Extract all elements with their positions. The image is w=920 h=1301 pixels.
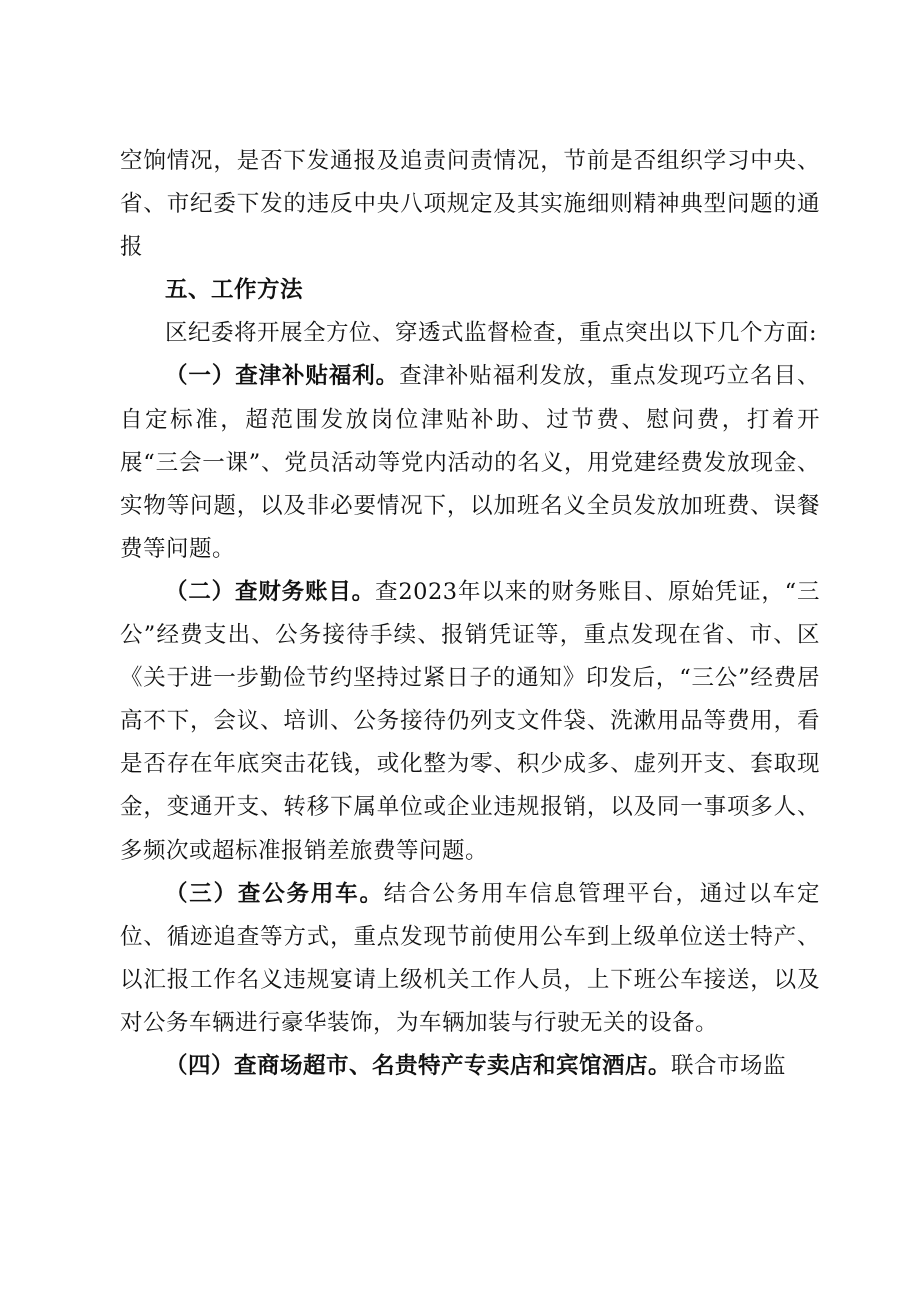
document-body	[120, 140, 820, 1088]
item-lead: （一）查津补贴福利。	[165, 363, 400, 390]
section-heading: 五、工作方法	[165, 277, 304, 304]
item-body: 查2023年以来的财务账目、原始凭证，“三公”经费支出、公务接待手续、报销凭证等，重点发现在省、市、区《关于进一步勤俭节约坚持过紧日子的通知》印发后，“三公”经费居高不下，会议、培训、公务接待仍列支文件袋、洗漱用品等费用，看是否存在年底突击花钱，或化整为零、积少成多、虚列开支、套取现金，变通开支、转移下属单位或企业违规报销，以及同一事项多人、多频次或超标准报销差旅费等问题。	[120, 578, 820, 864]
item-lead: （二）查财务账目。	[165, 578, 376, 605]
item-paragraph-1	[120, 355, 820, 570]
item-body: 结合公务用车信息管理平台，通过以车定位、循迹追查等方式，重点发现节前使用公车到上级单位送士特产、以汇报工作名义违规宴请上级机关工作人员，上下班公车接送，以及对公务车辆进行豪华装饰，为车辆加装与行驶无关的设备。	[120, 880, 820, 1036]
item-paragraph-3	[120, 873, 820, 1045]
intro-paragraph: 区纪委将开展全方位、穿透式监督检查，重点突出以下几个方面:	[165, 320, 818, 347]
item-lead: （三）查公务用车。	[165, 880, 384, 907]
item-body: 联合市场监	[671, 1052, 787, 1079]
item-paragraph-2	[120, 571, 820, 873]
item-lead: （四）查商场超市、名贵特产专卖店和宾馆酒店。	[165, 1052, 672, 1079]
item-body: 查津补贴福利发放，重点发现巧立名目、自定标准，超范围发放岗位津贴补助、过节费、慰问费，打着开展“三会一课”、党员活动等党内活动的名义，用党建经费发放现金、实物等问题，以及非必要情况下，以加班名义全员发放加班费、误餐费等问题。	[120, 363, 820, 562]
continuation-paragraph: 空饷情况，是否下发通报及追责问责情况，节前是否组织学习中央、省、市纪委下发的违反中央八项规定及其实施细则精神典型问题的通报	[120, 148, 820, 261]
item-paragraph-4	[120, 1045, 820, 1088]
